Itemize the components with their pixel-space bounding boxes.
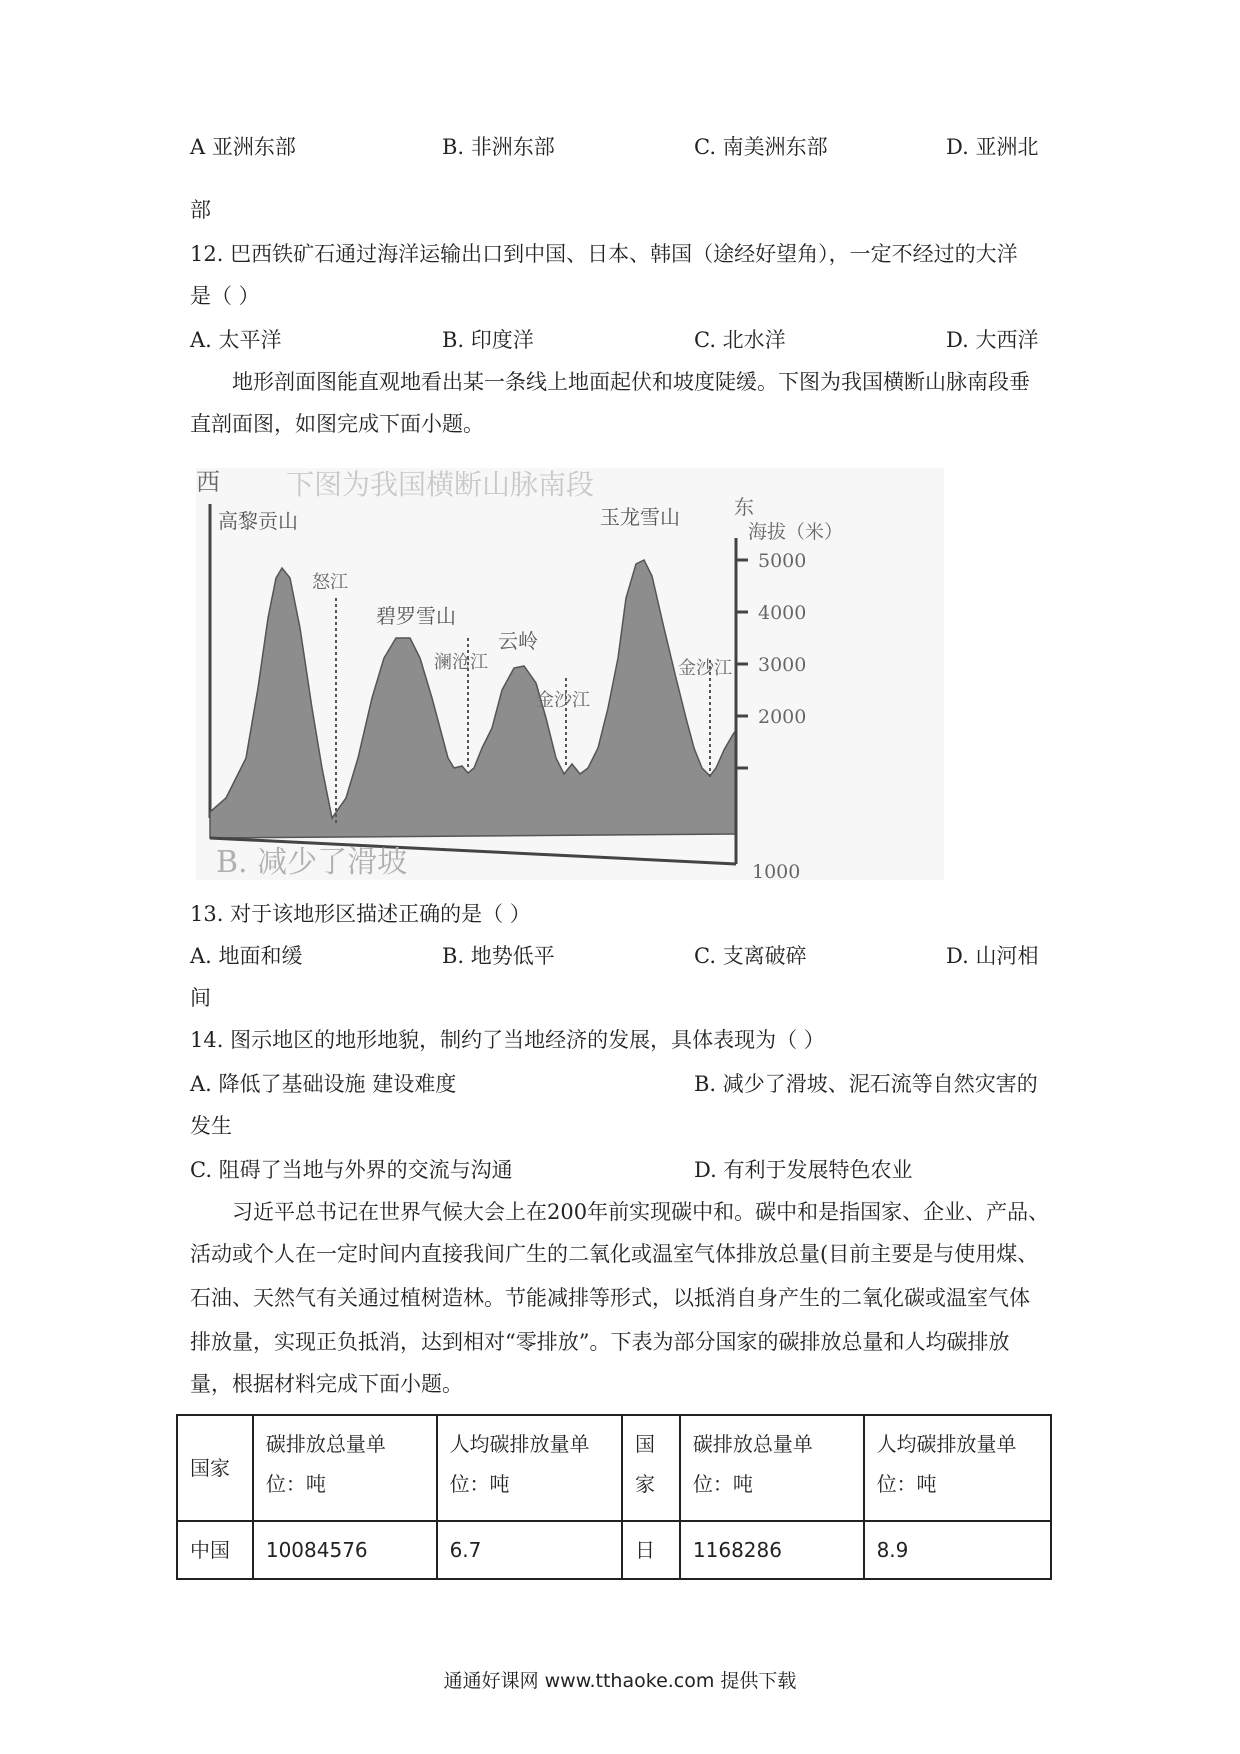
q12-option-a: A. 太平洋: [190, 328, 282, 352]
table-cell: 8.9: [864, 1521, 1051, 1579]
q14-option-d: D. 有利于发展特色农业: [694, 1158, 913, 1182]
table-header-cell: 人均碳排放量单位：吨: [864, 1415, 1051, 1521]
table-header-cell: 人均碳排放量单位：吨: [437, 1415, 622, 1521]
tick-1000: 1000: [752, 861, 801, 880]
intro2-line5: 量，根据材料完成下面小题。: [190, 1372, 463, 1396]
tick-2000: 2000: [758, 706, 807, 728]
q11-option-d: D. 亚洲北: [946, 135, 1039, 159]
east-label: 东: [734, 495, 754, 519]
q13-option-b: B. 地势低平: [442, 944, 555, 968]
intro2-line3: 石油、天然气有关通过植树造林。节能减排等形式，以抵消自身产生的二氧化碳或温室气体: [190, 1286, 1030, 1310]
table-cell: 日: [622, 1521, 680, 1579]
river-label-nujiang: 怒江: [312, 572, 348, 593]
mountain-label-yunling: 云岭: [498, 629, 538, 653]
q11-option-c: C. 南美洲东部: [694, 135, 828, 159]
west-label: 西: [196, 468, 220, 496]
intro1-line1: 地形剖面图能直观地看出某一条线上地面起伏和坡度陡缓。下图为我国横断山脉南段垂: [232, 370, 1030, 394]
q11-option-d-overflow: 部: [190, 198, 211, 222]
axis-label-elevation: 海拔（米）: [748, 521, 844, 543]
q12-option-c: C. 北水洋: [694, 328, 786, 352]
table-header-cell: 国家: [622, 1415, 680, 1521]
figure-top-text: 下图为我国横断山脉南段: [286, 468, 595, 501]
table-cell: 1168286: [680, 1521, 864, 1579]
figure-bottom-text: B. 减少了滑坡: [216, 845, 408, 880]
table-header-cell: 国家: [177, 1415, 253, 1521]
q13-option-d: D. 山河相: [946, 944, 1039, 968]
q14-stem: 14. 图示地区的地形地貌，制约了当地经济的发展，具体表现为（ ）: [190, 1028, 825, 1052]
tick-4000: 4000: [758, 602, 807, 624]
q13-option-d-overflow: 间: [190, 986, 211, 1010]
intro1-line2: 直剖面图，如图完成下面小题。: [190, 412, 484, 436]
tick-5000: 5000: [758, 550, 807, 572]
table-row: [177, 1521, 1051, 1579]
q12-stem-line2: 是（ ）: [190, 284, 260, 308]
intro2-line2: 活动或个人在一定时间内直接我间广生的二氧化或温室气体排放总量(目前主要是与使用煤、: [190, 1242, 1039, 1266]
intro2-line4: 排放量，实现正负抵消，达到相对“零排放”。下表为部分国家的碳排放总量和人均碳排放: [190, 1330, 1010, 1354]
q14-option-b: B. 减少了滑坡、泥石流等自然灾害的: [694, 1072, 1038, 1096]
q13-option-c: C. 支离破碎: [694, 944, 807, 968]
q13-stem: 13. 对于该地形区描述正确的是（ ）: [190, 902, 531, 926]
intro2-line1: 习近平总书记在世界气候大会上在200年前实现碳中和。碳中和是指国家、企业、产品、: [232, 1200, 1050, 1224]
table-cell: 10084576: [253, 1521, 437, 1579]
river-label-lancang: 澜沧江: [434, 652, 488, 673]
table-header-cell: 碳排放总量单位：吨: [680, 1415, 864, 1521]
q12-option-d: D. 大西洋: [946, 328, 1039, 352]
carbon-emission-table: [176, 1414, 1052, 1580]
q11-option-b: B. 非洲东部: [442, 135, 555, 159]
river-label-jinsha-2: 金沙江: [678, 658, 732, 679]
q14-option-a: A. 降低了基础设施 建设难度: [190, 1072, 457, 1096]
q13-option-a: A. 地面和缓: [190, 944, 303, 968]
q14-option-c: C. 阻碍了当地与外界的交流与沟通: [190, 1158, 513, 1182]
q14-option-b-overflow: 发生: [190, 1114, 232, 1138]
table-cell: 中国: [177, 1521, 253, 1579]
table-header-cell: 碳排放总量单位：吨: [253, 1415, 437, 1521]
table-cell: 6.7: [437, 1521, 622, 1579]
mountain-label-gaoligong: 高黎贡山: [218, 509, 298, 533]
mountain-label-yulong: 玉龙雪山: [600, 505, 680, 529]
q12-stem-line1: 12. 巴西铁矿石通过海洋运输出口到中国、日本、韩国（途经好望角），一定不经过的大洋: [190, 242, 1018, 266]
mountain-label-biluo: 碧罗雪山: [376, 604, 456, 628]
table-header-row: [177, 1415, 1051, 1521]
river-label-jinsha-1: 金沙江: [536, 690, 590, 711]
q11-option-a: A 亚洲东部: [190, 135, 296, 159]
page-footer: 通通好课网 www.tthaoke.com 提供下载: [443, 1670, 797, 1692]
tick-3000: 3000: [758, 654, 807, 676]
terrain-profile-figure: [196, 468, 944, 880]
q12-option-b: B. 印度洋: [442, 328, 534, 352]
